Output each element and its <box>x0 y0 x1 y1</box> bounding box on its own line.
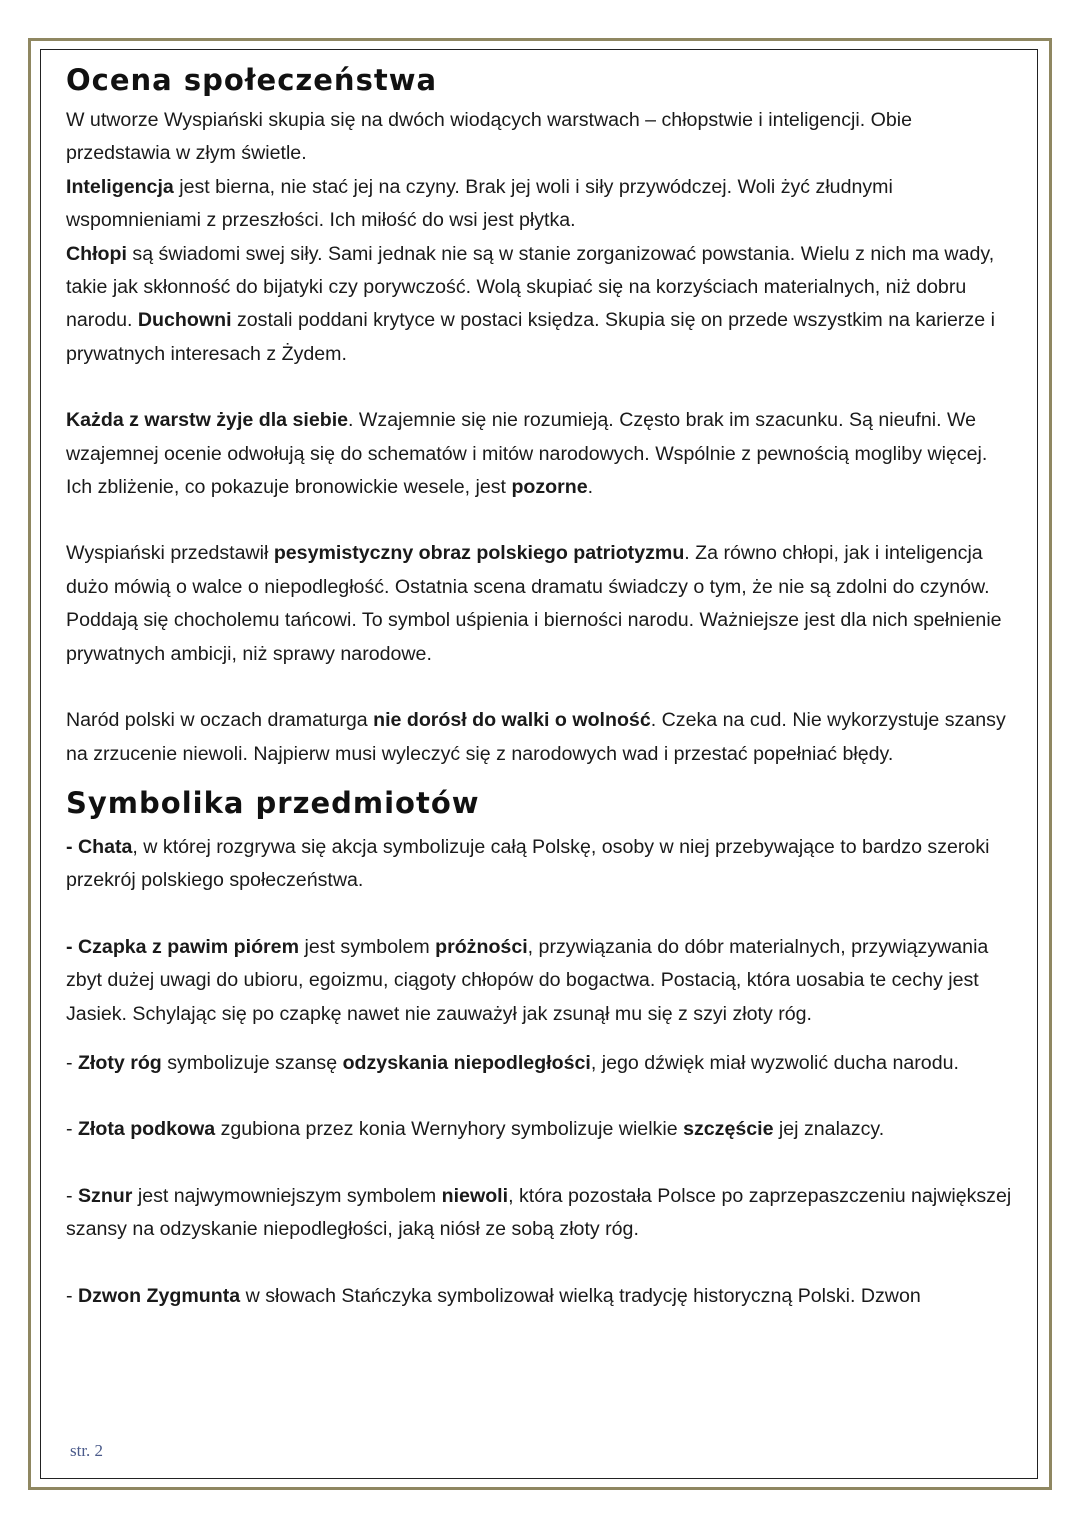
text: . <box>587 476 594 499</box>
text: symbolizuje szansę <box>161 1051 343 1074</box>
text: , jego dźwięk miał wyzwolić ducha narodu. <box>590 1051 959 1074</box>
bold-term: Złota podkowa <box>77 1118 216 1141</box>
bold-term: Sznur <box>77 1184 133 1207</box>
paragraph-narod <box>66 704 1016 771</box>
page-number: str. 2 <box>70 1441 104 1460</box>
bold-term: Każda z warstw żyje dla siebie <box>66 409 349 432</box>
text: są świadomi swej siły. Sami jednak nie są w stanie zorganizować powstania. Wielu z nich ma wady, takie jak skłonność do bijatyki czy porywczość. Wolą skupiać się na korzyściach materialnych, niż dobru narodu. <box>66 242 995 332</box>
item-chata <box>66 831 1016 898</box>
paragraph-chlopi <box>66 238 1016 372</box>
bold-term: próżności <box>435 935 528 958</box>
spacer <box>66 1080 1016 1113</box>
text: - <box>66 1184 78 1207</box>
paragraph-intro <box>66 104 1016 171</box>
bold-term: Dzwon Zygmunta <box>77 1284 241 1307</box>
item-dzwon <box>66 1280 1016 1313</box>
text: w słowach Stańczyka symbolizował wielką tradycję historyczną Polski. Dzwon <box>240 1284 921 1307</box>
text: . Czeka na cud. Nie wykorzystuje szansy na zrzucenie niewoli. Najpierw musi wyleczyć się z narodowych wad i przestać popełniać błędy. <box>66 709 1006 765</box>
bold-term: Chłopi <box>66 242 127 265</box>
item-czapka <box>66 931 1016 1031</box>
spacer <box>66 671 1016 704</box>
bold-term: pozorne <box>511 476 588 499</box>
bold-term: Inteligencja <box>66 175 174 198</box>
text: zostali poddani krytyce w postaci księdza. Skupia się on przede wszystkim na karierze i prywatnych interesach z Żydem. <box>66 309 995 365</box>
text: , w której rozgrywa się akcja symbolizuje całą Polskę, osoby w niej przebywające to bardzo szeroki przekrój polskiego społeczeństwa. <box>66 835 990 892</box>
bold-term: - Chata <box>66 835 133 858</box>
text: - <box>66 1051 78 1074</box>
section-title-symbolika: Symbolika przedmiotów <box>66 785 480 820</box>
item-podkowa <box>66 1113 1016 1146</box>
bold-term: odzyskania niepodległości <box>342 1051 591 1074</box>
spacer <box>66 371 1016 404</box>
text: , przywiązania do dóbr materialnych, przywiązywania zbyt dużej uwagi do ubioru, egoizmu, ciągoty chłopów do bogactwa. Postacią, która uosabia te cechy jest Jasiek. Schylając się po czapkę nawet nie zauważył jak zsunął mu się z szyi złoty róg. <box>66 935 989 1025</box>
item-sznur <box>66 1180 1016 1247</box>
paragraph-patriotyzm <box>66 537 1016 671</box>
text: - <box>66 1284 78 1307</box>
text: jest najwymowniejszym symbolem <box>132 1184 442 1207</box>
document-body <box>66 58 1016 1313</box>
bold-term: nie dorósł do walki o wolność <box>373 709 651 732</box>
spacer <box>66 504 1016 537</box>
paragraph-warstwy <box>66 404 1016 504</box>
paragraph-inteligencja <box>66 171 1016 238</box>
text: . Za równo chłopi, jak i inteligencja dużo mówią o walce o niepodległość. Ostatnia scena dramatu świadczy o tym, że nie są zdolni do czynów. Poddają się chocholemu tańcowi. To symbol uśpienia i bierności narodu. Ważniejsze jest dla nich spełnienie prywatnych ambicji, niż sprawy narodowe. <box>66 542 1002 665</box>
text: jej znalazcy. <box>773 1118 885 1141</box>
bold-term: Duchowni <box>137 309 232 332</box>
text: jest symbolem <box>299 935 436 958</box>
bold-term: niewoli <box>441 1184 509 1207</box>
section-title-ocena: Ocena społeczeństwa <box>66 63 438 97</box>
text: , która pozostała Polsce po zaprzepaszczeniu największej szansy na odzyskanie niepodległości, jaką niósł ze sobą złoty róg. <box>66 1184 1012 1241</box>
text: jest bierna, nie stać jej na czyny. Brak jej woli i siły przywódczej. Woli żyć złudnymi wspomnieniami z przeszłości. Ich miłość do wsi jest płytka. <box>66 175 893 232</box>
text: W utworze Wyspiański skupia się na dwóch wiodących warstwach – chłopstwie i inteligencji. Obie przedstawia w złym świetle. <box>66 109 912 165</box>
bold-term: szczęście <box>683 1118 774 1141</box>
item-zloty-rog <box>66 1047 1016 1080</box>
spacer <box>66 1147 1016 1180</box>
spacer <box>66 1031 1016 1047</box>
spacer <box>66 898 1016 931</box>
text: zgubiona przez konia Wernyhory symbolizuje wielkie <box>215 1118 684 1141</box>
spacer <box>66 1247 1016 1280</box>
text: Wyspiański przedstawił <box>66 542 274 565</box>
text: . Wzajemnie się nie rozumieją. Często brak im szacunku. Są nieufni. We wzajemnej ocenie odwołują się do schematów i mitów narodowych. Wspólnie z pewnością mogliby więcej. Ich zbliżenie, co pokazuje bronowickie wesele, jest <box>66 409 988 499</box>
bold-term: pesymistyczny obraz polskiego patriotyzmu <box>273 542 685 565</box>
bold-term: - Czapka z pawim piórem <box>66 935 300 958</box>
text: - <box>66 1118 78 1141</box>
bold-term: Złoty róg <box>77 1051 162 1074</box>
text: Naród polski w oczach dramaturga <box>66 709 374 732</box>
